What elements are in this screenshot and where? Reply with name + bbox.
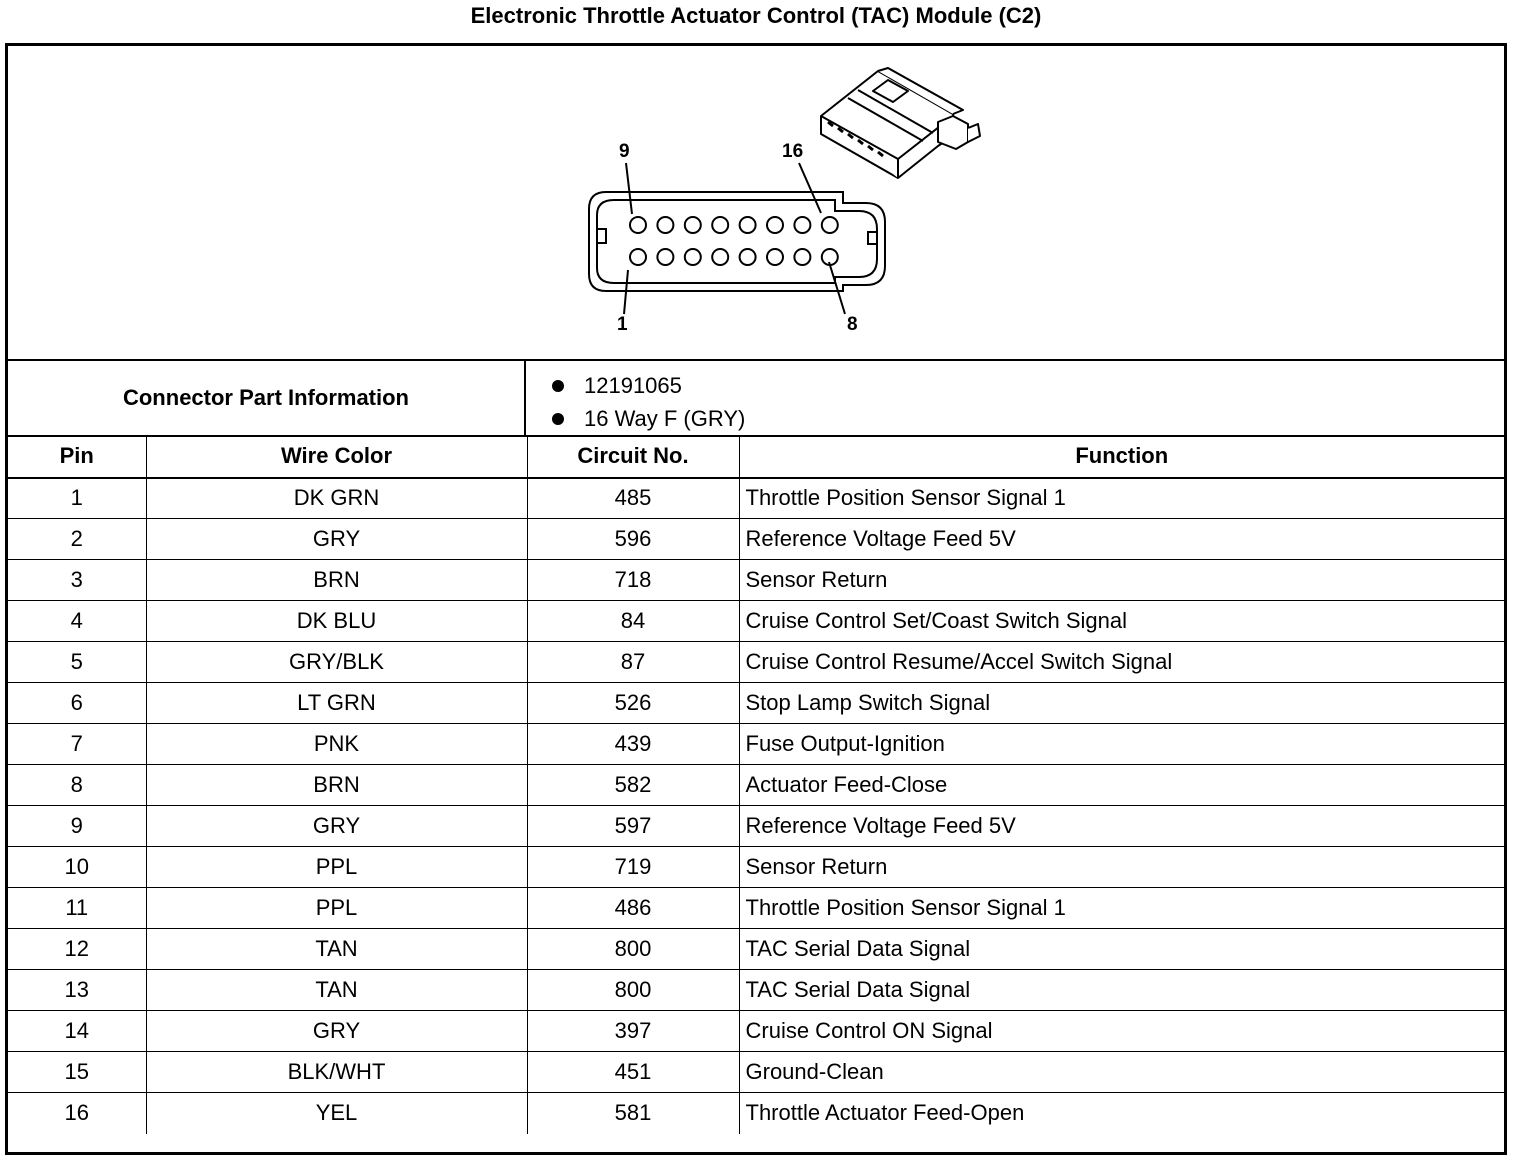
col-header-function: Function [739,436,1504,478]
cell-function: Sensor Return [739,560,1504,601]
cell-function: Stop Lamp Switch Signal [739,683,1504,724]
cell-pin: 8 [8,765,146,806]
pin-hole [794,249,810,265]
cell-pin: 2 [8,519,146,560]
pin-hole [740,217,756,233]
pin-callout-1: 1 [617,314,628,335]
part-number: 12191065 [548,369,745,402]
cell-circuit-no: 486 [527,888,739,929]
cell-wire-color: GRY [146,806,527,847]
cell-pin: 4 [8,601,146,642]
cell-circuit-no: 84 [527,601,739,642]
pin-hole [630,249,646,265]
table-row [8,1052,1504,1093]
cell-circuit-no: 718 [527,560,739,601]
cell-wire-color: LT GRN [146,683,527,724]
cell-pin: 6 [8,683,146,724]
table-row [8,683,1504,724]
pin-hole [822,217,838,233]
cell-circuit-no: 397 [527,1011,739,1052]
table-row [8,478,1504,519]
table-row [8,1011,1504,1052]
pin-hole [657,249,673,265]
pin-hole [740,249,756,265]
cell-function: Reference Voltage Feed 5V [739,519,1504,560]
table-row [8,601,1504,642]
pin-table [8,435,1504,1134]
cell-circuit-no: 582 [527,765,739,806]
cell-pin: 12 [8,929,146,970]
cell-wire-color: GRY [146,1011,527,1052]
cell-pin: 13 [8,970,146,1011]
cell-circuit-no: 526 [527,683,739,724]
pin-rows [8,478,1504,1134]
cell-wire-color: GRY [146,519,527,560]
connector-type: 16 Way F (GRY) [548,402,745,435]
cell-wire-color: TAN [146,929,527,970]
cell-wire-color: GRY/BLK [146,642,527,683]
cell-circuit-no: 597 [527,806,739,847]
cell-circuit-no: 581 [527,1093,739,1134]
cell-pin: 5 [8,642,146,683]
cell-pin: 16 [8,1093,146,1134]
cell-function: Cruise Control Set/Coast Switch Signal [739,601,1504,642]
cell-pin: 1 [8,478,146,519]
cell-wire-color: PPL [146,847,527,888]
pin-hole [767,217,783,233]
connector-part-info [8,361,1504,437]
col-header-pin: Pin [8,436,146,478]
table-row [8,888,1504,929]
page-title: Electronic Throttle Actuator Control (TAC) Module (C2) [470,3,1042,28]
table-row [8,560,1504,601]
cell-circuit-no: 485 [527,478,739,519]
col-header-wire-color: Wire Color [146,436,527,478]
cell-function: Throttle Position Sensor Signal 1 [739,478,1504,519]
part-info-label: Connector Part Information [8,361,526,435]
cell-function: Sensor Return [739,847,1504,888]
pin-hole [630,217,646,233]
pin-holes [630,217,838,265]
connector-info-frame [5,43,1507,1155]
pin-hole [712,217,728,233]
pin-hole [685,249,701,265]
pin-hole [712,249,728,265]
cell-function: Cruise Control Resume/Accel Switch Signal [739,642,1504,683]
cell-wire-color: BRN [146,560,527,601]
pin-callout-8: 8 [847,314,858,335]
pin-callout-16: 16 [782,141,804,162]
cell-pin: 14 [8,1011,146,1052]
cell-function: Cruise Control ON Signal [739,1011,1504,1052]
pin-hole [657,217,673,233]
cell-pin: 7 [8,724,146,765]
cell-wire-color: PNK [146,724,527,765]
cell-wire-color: BRN [146,765,527,806]
cell-pin: 3 [8,560,146,601]
cell-pin: 10 [8,847,146,888]
pin-hole [794,217,810,233]
cell-pin: 15 [8,1052,146,1093]
table-row [8,847,1504,888]
cell-wire-color: DK GRN [146,478,527,519]
col-header-circuit-no: Circuit No. [527,436,739,478]
table-row [8,765,1504,806]
cell-wire-color: PPL [146,888,527,929]
cell-circuit-no: 87 [527,642,739,683]
table-row [8,642,1504,683]
cell-pin: 11 [8,888,146,929]
cell-function: Throttle Position Sensor Signal 1 [739,888,1504,929]
pin-hole [767,249,783,265]
pin-callout-9: 9 [619,141,630,162]
connector-face-icon [589,192,885,291]
cell-function: Ground-Clean [739,1052,1504,1093]
cell-function: Fuse Output-Ignition [739,724,1504,765]
cell-wire-color: DK BLU [146,601,527,642]
table-row [8,929,1504,970]
connector-3d-icon [821,68,980,178]
cell-function: Actuator Feed-Close [739,765,1504,806]
part-info-list [548,369,745,435]
table-row [8,519,1504,560]
connector-diagram [8,46,1504,361]
table-row [8,724,1504,765]
cell-circuit-no: 719 [527,847,739,888]
cell-circuit-no: 800 [527,929,739,970]
table-row [8,1093,1504,1134]
cell-function: TAC Serial Data Signal [739,970,1504,1011]
cell-wire-color: BLK/WHT [146,1052,527,1093]
table-header-row [8,436,1504,478]
cell-function: Throttle Actuator Feed-Open [739,1093,1504,1134]
cell-function: Reference Voltage Feed 5V [739,806,1504,847]
cell-wire-color: TAN [146,970,527,1011]
cell-wire-color: YEL [146,1093,527,1134]
cell-pin: 9 [8,806,146,847]
cell-circuit-no: 800 [527,970,739,1011]
connector-diagram-svg [8,46,1504,359]
pin-hole [685,217,701,233]
table-row [8,806,1504,847]
cell-circuit-no: 439 [527,724,739,765]
cell-function: TAC Serial Data Signal [739,929,1504,970]
table-row [8,970,1504,1011]
cell-circuit-no: 451 [527,1052,739,1093]
cell-circuit-no: 596 [527,519,739,560]
